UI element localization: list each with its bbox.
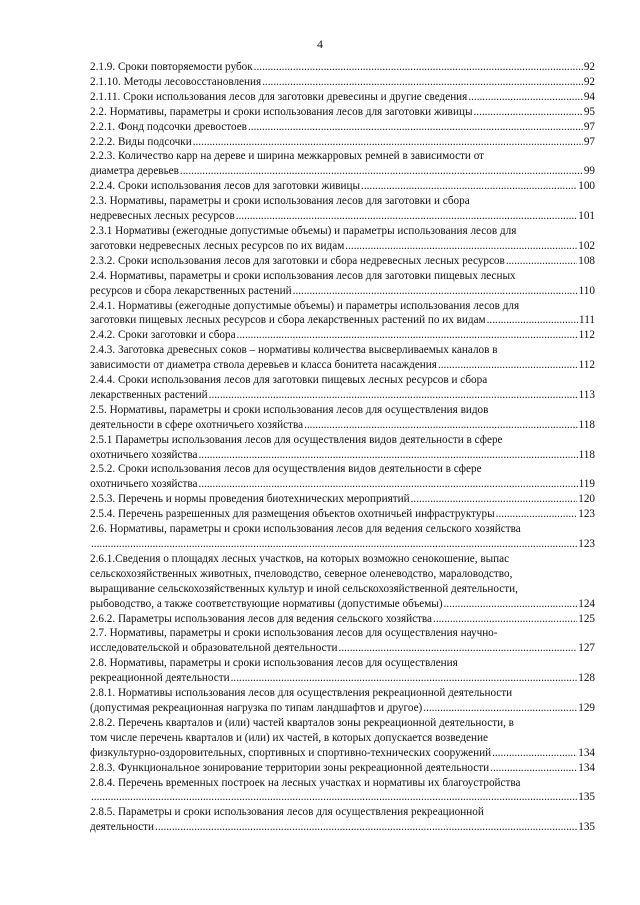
toc-entry-text: 2.8.2. Перечень кварталов и (или) частей кварталов зоны рекреационной деятельности, в [90,716,514,729]
toc-entry-text: выращивание сельскохозяйственных культур и иной сельскохозяйственной деятельности, [90,582,518,595]
toc-page-number: 110 [578,284,595,297]
toc-entry [90,254,595,269]
toc-entry [90,60,595,75]
toc-entry-text: (допустимая рекреационная нагрузка по типам ландшафтов и другое) [90,701,423,714]
toc-page-number: 123 [578,508,595,521]
toc-entry-text: 2.5.3. Перечень и нормы проведения биотехнических мероприятий [90,493,410,506]
toc-entry-text: исследовательской и образовательной деятельности [90,642,338,655]
dot-leader [91,537,577,552]
toc-entry-text: 2.2.3. Количество карр на дереве и ширина межкарровых ремней в зависимости от [90,150,485,163]
toc-page-number: 128 [578,672,595,685]
toc-entry [90,552,595,612]
toc-entry [90,149,595,179]
toc-entry [90,120,595,135]
toc-page-number: 135 [578,821,595,834]
toc-entry [90,626,595,656]
toc-entry-text: 2.4.4. Сроки использования лесов для заготовки пищевых лесных ресурсов и сбора [90,374,488,387]
toc-entry-text: заготовки пищевых лесных ресурсов и сбора лекарственных растений по их видам [90,314,486,327]
toc-entry [90,90,595,105]
dot-leader [180,164,583,179]
dot-leader [231,671,578,686]
toc-page-number: 134 [578,746,595,759]
toc-entry-text: том числе перечень кварталов и (или) их частей, в которых допускается возведение [90,731,488,744]
toc-entry [90,686,595,716]
dot-leader [411,492,578,507]
toc-page-number: 123 [578,538,595,550]
table-of-contents [90,60,595,835]
toc-entry-text: рекреационной деятельности [90,672,230,685]
toc-page-number: 100 [578,180,595,193]
dot-leader [339,641,578,656]
toc-entry-text: 2.3.2. Сроки использования лесов для заготовки и сбора недревесных лесных ресурсов [90,254,505,267]
dot-leader [236,209,577,224]
toc-entry [90,716,595,761]
toc-entry [90,656,595,686]
toc-entry-text: лекарственных растений [90,388,208,401]
toc-page-number: 112 [578,329,595,342]
toc-page-number: 108 [578,254,595,267]
toc-entry-text: 2.4.1. Нормативы (ежегодные допустимые объемы) и параметры использования лесов для [90,299,520,312]
toc-entry [90,612,595,627]
toc-entry-text: 2.4. Нормативы, параметры и сроки использования лесов для заготовки пищевых лесных [90,269,516,282]
toc-entry [90,522,595,552]
dot-leader [293,284,578,299]
dot-leader [198,477,577,492]
dot-leader [468,90,583,105]
toc-entry-text: 2.5.2. Сроки использования лесов для осуществления видов деятельности в сфере [90,463,482,476]
toc-page-number: 94 [583,90,595,103]
dot-leader [506,254,577,269]
toc-entry-text: 2.1.10. Методы лесовосстановления [90,75,262,88]
toc-entry-text: 2.7. Нормативы, параметры и сроки использования лесов для осуществления научно- [90,627,498,640]
toc-entry-text: диаметра деревьев [90,165,179,178]
toc-entry [90,328,595,343]
toc-entry-text: 2.2. Нормативы, параметры и сроки использования лесов для заготовки живицы [90,105,473,118]
dot-leader [433,612,577,627]
toc-page-number: 125 [578,612,595,625]
dot-leader [304,418,578,433]
toc-entry-text: 2.5. Нормативы, параметры и сроки использования лесов для осуществления видов [90,403,489,416]
dot-leader [345,239,577,254]
toc-entry-text: 2.3. Нормативы, параметры и сроки использования лесов для заготовки и сбора [90,195,470,208]
toc-entry [90,805,595,835]
toc-page-number: 118 [578,418,595,431]
toc-entry [90,507,595,522]
toc-entry [90,269,595,299]
dot-leader [198,448,577,463]
toc-entry-text: 2.6.2. Параметры использования лесов для ведения сельского хозяйства [90,612,433,625]
toc-entry-text: охотничьего хозяйства [90,448,198,461]
dot-leader [254,60,583,75]
toc-page-number: 95 [583,105,595,118]
toc-entry [90,299,595,329]
toc-page-number: 135 [578,791,595,804]
toc-entry-text: 2.1.11. Сроки использования лесов для заготовки древесины и другие сведения [90,90,468,103]
toc-entry [90,194,595,224]
toc-page-number: 127 [578,642,595,655]
dot-leader [473,105,582,120]
dot-leader [209,388,578,403]
toc-page-number: 111 [579,314,595,327]
toc-entry-text: 2.2.2. Виды подсочки [90,135,192,148]
toc-entry-text: сельскохозяйственных животных, пчеловодство, северное оленеводство, мараловодство, [90,567,513,580]
toc-entry-text: рыбоводство, а также соответствующие нормативы (допустимые объемы) [90,597,443,610]
toc-page-number: 124 [578,597,595,610]
dot-leader [237,328,578,343]
toc-page-number: 99 [583,165,595,178]
toc-entry [90,462,595,492]
toc-entry-text: 2.8.5. Параметры и сроки использования лесов для осуществления рекреационной [90,806,484,819]
toc-page-number: 97 [583,120,595,133]
dot-leader [361,179,577,194]
toc-entry-text: охотничьего хозяйства [90,478,198,491]
toc-entry-text: зависимости от диаметра ствола деревьев и класса бонитета насаждения [90,359,437,372]
dot-leader [262,75,583,90]
toc-entry-text: 2.5.1 Параметры использования лесов для осуществления видов деятельности в сфере [90,433,503,446]
dot-leader [91,790,577,805]
dot-leader [155,820,577,835]
toc-entry-text: 2.8. Нормативы, параметры и сроки использования лесов для осуществления [90,657,458,670]
toc-entry-text: 2.6.1.Сведения о площадях лесных участков, на которых возможно сенокошение, выпас [90,552,510,565]
toc-entry [90,343,595,373]
dot-leader [487,313,578,328]
toc-entry-text: деятельности [90,821,155,834]
toc-entry-text: физкультурно-оздоровительных, спортивных и спортивно-технических сооружений [90,746,492,759]
toc-entry [90,433,595,463]
toc-page-number: 118 [578,448,595,461]
toc-entry-text: 2.2.1. Фонд подсочки древостоев [90,120,247,133]
dot-leader [490,761,577,776]
toc-page-number: 120 [578,493,595,506]
dot-leader [492,746,577,761]
toc-entry-text: 2.8.3. Функциональное зонирование территории зоны рекреационной деятельности [90,761,490,774]
toc-entry-text: деятельности в сфере охотничьего хозяйства [90,418,304,431]
toc-entry-text: 2.6. Нормативы, параметры и сроки использования лесов для ведения сельского хозяйства [90,523,521,536]
toc-page-number: 112 [578,359,595,372]
toc-entry-text: 2.4.2. Сроки заготовки и сбора [90,329,236,342]
toc-entry [90,492,595,507]
toc-entry-text: 2.4.3. Заготовка древесных соков – нормативы количества высверливаемых каналов в [90,344,498,357]
toc-entry [90,75,595,90]
dot-leader [444,597,578,612]
toc-page-number: 92 [583,61,595,73]
toc-entry-text: 2.2.4. Сроки использования лесов для заготовки живицы [90,180,361,193]
dot-leader [496,507,578,522]
toc-entry-text: 2.8.1. Нормативы использования лесов для осуществления рекреационной деятельности [90,687,513,700]
dot-leader [193,135,583,150]
toc-page-number: 101 [578,210,595,223]
toc-entry [90,761,595,776]
toc-entry [90,224,595,254]
toc-entry-text: 2.5.4. Перечень разрешенных для размещения объектов охотничьей инфраструктуры [90,508,495,521]
toc-entry-text: 2.8.4. Перечень временных построек на лесных участках и нормативы их благоустройства [90,776,521,789]
toc-entry [90,179,595,194]
toc-page-number: 97 [583,135,595,148]
toc-entry [90,776,595,806]
page-number: 4 [317,37,323,51]
toc-entry-text: 2.1.9. Сроки повторяемости рубок [90,61,253,73]
toc-entry [90,403,595,433]
dot-leader [423,701,577,716]
toc-page-number: 134 [578,761,595,774]
toc-entry-text: 2.3.1 Нормативы (ежегодные допустимые объемы) и параметры использования лесов для [90,224,517,237]
toc-page-number: 92 [583,75,595,88]
toc-entry [90,135,595,150]
toc-page-number: 102 [578,239,595,252]
dot-leader [438,358,578,373]
toc-page-number: 119 [578,478,595,491]
toc-entry [90,105,595,120]
dot-leader [248,120,583,135]
toc-entry-text: заготовки недревесных лесных ресурсов по их видам [90,239,345,252]
toc-page-number: 113 [578,388,595,401]
toc-page-number: 129 [578,701,595,714]
toc-entry-text: ресурсов и сбора лекарственных растений [90,284,292,297]
toc-entry [90,373,595,403]
toc-entry-text: недревесных лесных ресурсов [90,210,235,223]
